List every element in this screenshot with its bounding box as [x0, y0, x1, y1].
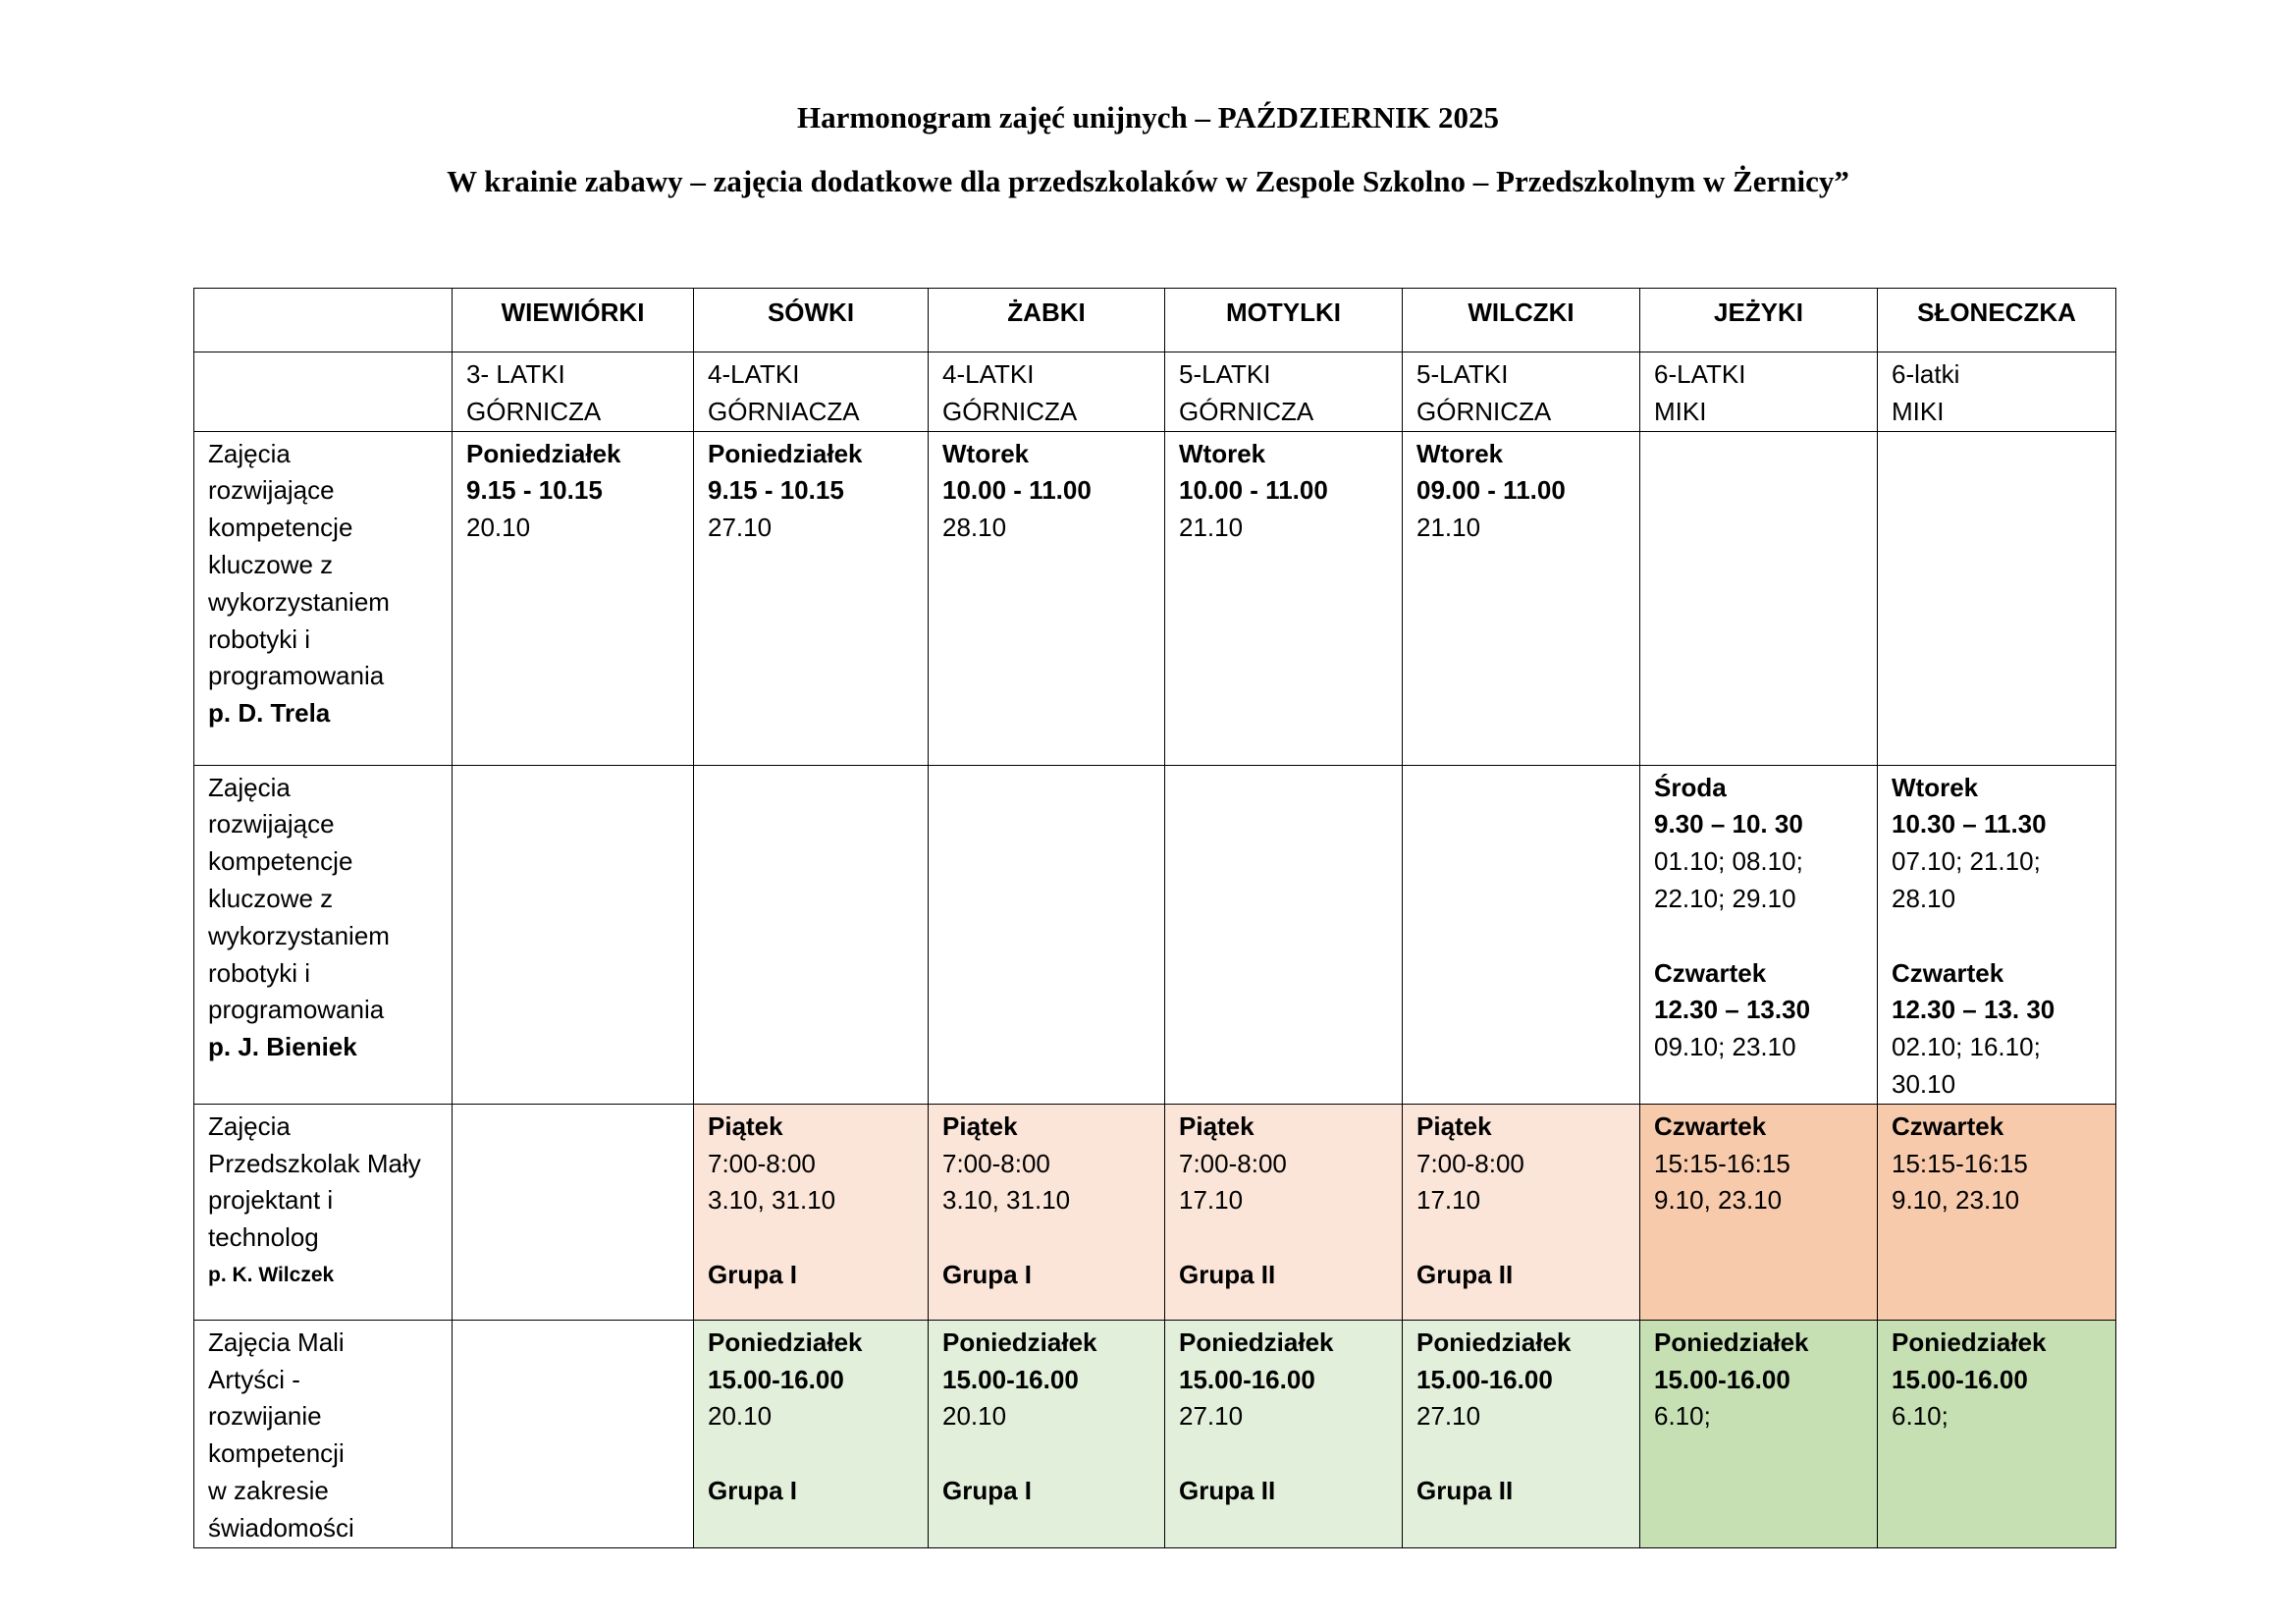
slot-motylki-empty — [1165, 765, 1403, 1104]
place-label: MIKI — [1654, 396, 1707, 426]
slot-time: 15:15-16:15 — [1654, 1148, 1790, 1178]
activity-label-cell — [194, 1320, 453, 1547]
slot-group: Grupa II — [1416, 1259, 1514, 1289]
activity-label-cell — [194, 1104, 453, 1320]
slot-day: Poniedziałek — [1179, 1326, 1334, 1357]
place-label: MIKI — [1892, 396, 1945, 426]
slot-wiewiorki-empty — [453, 1104, 694, 1320]
activity-label-line: programowania — [208, 661, 385, 691]
spacer — [1416, 1219, 1626, 1257]
slot-time: 7:00-8:00 — [1416, 1148, 1524, 1178]
slot-dates: 22.10; 29.10 — [1654, 883, 1796, 913]
slot-time: 15.00-16.00 — [942, 1364, 1079, 1394]
slot-wiewiorki-empty — [453, 765, 694, 1104]
age-label: 6-LATKI — [1654, 359, 1746, 389]
slot-dates: 3.10, 31.10 — [942, 1185, 1071, 1216]
slot-dates: 09.10; 23.10 — [1654, 1032, 1796, 1062]
slot-time: 10.30 – 11.30 — [1892, 809, 2047, 839]
slot-day: Wtorek — [1179, 438, 1266, 468]
slot-zabki — [929, 1104, 1165, 1320]
slot-dates: 30.10 — [1892, 1068, 1956, 1099]
activity-label-line: świadomości — [208, 1512, 354, 1543]
slot-day: Poniedziałek — [942, 1326, 1097, 1357]
slot-time: 15.00-16.00 — [1179, 1364, 1315, 1394]
activity-label-line: w zakresie — [208, 1475, 329, 1505]
slot-time: 09.00 - 11.00 — [1416, 475, 1566, 506]
document-subtitle: W krainie zabawy – zajęcia dodatkowe dla przedszkolaków w Zespole Szkolno – Przedszkolnym w Żernicy” — [447, 164, 1849, 198]
slot-jezyki — [1640, 1320, 1878, 1547]
activity-row-bieniek — [194, 765, 2116, 1104]
activity-label-line: kompetencje — [208, 513, 353, 543]
spacer — [1892, 918, 2102, 955]
activity-label-line: programowania — [208, 995, 385, 1025]
group-header-zabki: ŻABKI — [929, 289, 1165, 352]
age-cell-motylki — [1165, 352, 1403, 432]
activity-label-line: robotyki i — [208, 957, 311, 988]
age-corner-cell — [194, 352, 453, 432]
slot-time: 12.30 – 13. 30 — [1892, 995, 2056, 1025]
activity-label-line: technolog — [208, 1222, 319, 1253]
slot-wilczki — [1403, 431, 1640, 765]
slot-wilczki — [1403, 1104, 1640, 1320]
activity-label-line: rozwijające — [208, 809, 335, 839]
slot-dates: 21.10 — [1416, 513, 1481, 543]
age-label: 4-LATKI — [942, 359, 1035, 389]
group-header-sloneczka: SŁONECZKA — [1878, 289, 2116, 352]
slot-sloneczka — [1878, 1320, 2116, 1547]
spacer — [708, 1219, 914, 1257]
place-label: GÓRNICZA — [466, 396, 602, 426]
activity-label-line: rozwijające — [208, 475, 335, 506]
age-label: 6-latki — [1892, 359, 1960, 389]
age-cell-sowki — [694, 352, 929, 432]
slot-day: Piątek — [1416, 1110, 1492, 1141]
slot-group: Grupa I — [942, 1259, 1033, 1289]
slot-dates: 28.10 — [942, 513, 1007, 543]
slot-day: Poniedziałek — [1654, 1326, 1809, 1357]
slot-dates: 3.10, 31.10 — [708, 1185, 836, 1216]
slot-dates: 27.10 — [1179, 1401, 1244, 1432]
slot-sowki-empty — [694, 765, 929, 1104]
slot-sowki — [694, 1104, 929, 1320]
schedule-table — [193, 288, 2116, 1548]
age-row — [194, 352, 2116, 432]
slot-day: Wtorek — [1416, 438, 1504, 468]
spacer — [942, 1219, 1150, 1257]
slot-group: Grupa II — [1179, 1475, 1276, 1505]
slot-wilczki — [1403, 1320, 1640, 1547]
age-cell-wiewiorki — [453, 352, 694, 432]
teacher-name: p. D. Trela — [208, 698, 331, 729]
slot-jezyki-empty — [1640, 431, 1878, 765]
slot-time: 9.15 - 10.15 — [708, 475, 844, 506]
slot-zabki-empty — [929, 765, 1165, 1104]
spacer — [942, 1435, 1150, 1473]
slot-sloneczka — [1878, 1104, 2116, 1320]
slot-day: Piątek — [942, 1110, 1018, 1141]
age-cell-zabki — [929, 352, 1165, 432]
slot-time: 15.00-16.00 — [1892, 1364, 2028, 1394]
slot-time: 10.00 - 11.00 — [1179, 475, 1328, 506]
teacher-name: p. K. Wilczek — [208, 1263, 335, 1286]
slot-day: Wtorek — [942, 438, 1030, 468]
slot-day: Wtorek — [1892, 772, 1979, 802]
activity-row-wilczek — [194, 1104, 2116, 1320]
slot-day: Środa — [1654, 772, 1727, 802]
slot-sowki — [694, 1320, 929, 1547]
spacer — [1654, 918, 1863, 955]
group-header-jezyki: JEŻYKI — [1640, 289, 1878, 352]
activity-label-cell — [194, 431, 453, 765]
slot-sloneczka-empty — [1878, 431, 2116, 765]
slot-time: 15.00-16.00 — [1654, 1364, 1790, 1394]
slot-day: Czwartek — [1654, 957, 1767, 988]
age-cell-wilczki — [1403, 352, 1640, 432]
slot-group: Grupa I — [708, 1475, 798, 1505]
slot-group: Grupa I — [942, 1475, 1033, 1505]
slot-time: 9.15 - 10.15 — [466, 475, 603, 506]
slot-zabki — [929, 431, 1165, 765]
place-label: GÓRNICZA — [942, 396, 1078, 426]
slot-day: Czwartek — [1892, 957, 2004, 988]
activity-label-line: rozwijanie — [208, 1401, 322, 1432]
slot-wiewiorki — [453, 431, 694, 765]
corner-cell — [194, 289, 453, 352]
slot-dates: 6.10; — [1654, 1401, 1711, 1432]
group-header-wilczki: WILCZKI — [1403, 289, 1640, 352]
slot-day: Czwartek — [1892, 1110, 2004, 1141]
activity-label-line: kluczowe z — [208, 549, 334, 579]
activity-row-artysci — [194, 1320, 2116, 1547]
slot-dates: 9.10, 23.10 — [1654, 1185, 1783, 1216]
group-header-sowki: SÓWKI — [694, 289, 929, 352]
slot-zabki — [929, 1320, 1165, 1547]
slot-sowki — [694, 431, 929, 765]
slot-time: 15:15-16:15 — [1892, 1148, 2028, 1178]
activity-label-line: Zajęcia — [208, 438, 291, 468]
slot-dates: 02.10; 16.10; — [1892, 1032, 2041, 1062]
activity-label-line: Artyści - — [208, 1364, 300, 1394]
age-label: 3- LATKI — [466, 359, 565, 389]
slot-time: 15.00-16.00 — [1416, 1364, 1553, 1394]
slot-dates: 17.10 — [1416, 1185, 1481, 1216]
slot-jezyki — [1640, 1104, 1878, 1320]
slot-day: Poniedziałek — [466, 438, 621, 468]
age-label: 5-LATKI — [1179, 359, 1271, 389]
activity-label-line: kompetencje — [208, 846, 353, 877]
activity-label-line: wykorzystaniem — [208, 920, 390, 950]
slot-group: Grupa II — [1416, 1475, 1514, 1505]
spacer — [1416, 1435, 1626, 1473]
slot-time: 7:00-8:00 — [708, 1148, 816, 1178]
slot-dates: 20.10 — [466, 513, 531, 543]
slot-day: Piątek — [1179, 1110, 1255, 1141]
slot-motylki — [1165, 1104, 1403, 1320]
slot-wiewiorki-empty — [453, 1320, 694, 1547]
slot-time: 7:00-8:00 — [942, 1148, 1050, 1178]
activity-label-cell — [194, 765, 453, 1104]
activity-label-line: Przedszkolak Mały — [208, 1148, 421, 1178]
place-label: GÓRNICZA — [1179, 396, 1314, 426]
activity-label-line: Zajęcia Mali — [208, 1326, 345, 1357]
slot-time: 10.00 - 11.00 — [942, 475, 1092, 506]
slot-dates: 27.10 — [1416, 1401, 1481, 1432]
slot-time: 15.00-16.00 — [708, 1364, 844, 1394]
activity-label-line: wykorzystaniem — [208, 586, 390, 617]
slot-day: Poniedziałek — [708, 1326, 863, 1357]
slot-dates: 28.10 — [1892, 883, 1956, 913]
slot-wilczki-empty — [1403, 765, 1640, 1104]
slot-day: Poniedziałek — [1416, 1326, 1572, 1357]
activity-label-line: robotyki i — [208, 623, 311, 654]
age-label: 5-LATKI — [1416, 359, 1509, 389]
activity-label-line: kompetencji — [208, 1438, 345, 1469]
activity-label-line: projektant i — [208, 1185, 334, 1216]
activity-label-line: Zajęcia — [208, 1110, 291, 1141]
group-header-wiewiorki: WIEWIÓRKI — [453, 289, 694, 352]
slot-time: 12.30 – 13.30 — [1654, 995, 1811, 1025]
slot-time: 9.30 – 10. 30 — [1654, 809, 1803, 839]
teacher-name: p. J. Bieniek — [208, 1032, 357, 1062]
slot-motylki — [1165, 431, 1403, 765]
activity-label-line: Zajęcia — [208, 772, 291, 802]
slot-dates: 17.10 — [1179, 1185, 1244, 1216]
slot-group: Grupa I — [708, 1259, 798, 1289]
activity-label-line: kluczowe z — [208, 883, 334, 913]
slot-dates: 20.10 — [708, 1401, 773, 1432]
place-label: GÓRNIACZA — [708, 396, 860, 426]
age-label: 4-LATKI — [708, 359, 800, 389]
slot-group: Grupa II — [1179, 1259, 1276, 1289]
slot-jezyki — [1640, 765, 1878, 1104]
slot-dates: 21.10 — [1179, 513, 1244, 543]
spacer — [1179, 1219, 1388, 1257]
spacer — [1179, 1435, 1388, 1473]
slot-dates: 9.10, 23.10 — [1892, 1185, 2020, 1216]
slot-day: Poniedziałek — [1892, 1326, 2047, 1357]
slot-dates: 27.10 — [708, 513, 773, 543]
slot-dates: 20.10 — [942, 1401, 1007, 1432]
spacer — [708, 1435, 914, 1473]
age-cell-sloneczka — [1878, 352, 2116, 432]
slot-dates: 01.10; 08.10; — [1654, 846, 1803, 877]
place-label: GÓRNICZA — [1416, 396, 1552, 426]
group-header-motylki: MOTYLKI — [1165, 289, 1403, 352]
slot-day: Czwartek — [1654, 1110, 1767, 1141]
slot-motylki — [1165, 1320, 1403, 1547]
slot-day: Piątek — [708, 1110, 783, 1141]
slot-day: Poniedziałek — [708, 438, 863, 468]
slot-dates: 07.10; 21.10; — [1892, 846, 2041, 877]
slot-sloneczka — [1878, 765, 2116, 1104]
header-row — [194, 289, 2116, 352]
slot-dates: 6.10; — [1892, 1401, 1949, 1432]
document-title: Harmonogram zajęć unijnych – PAŹDZIERNIK 2025 — [797, 100, 1499, 135]
slot-time: 7:00-8:00 — [1179, 1148, 1287, 1178]
activity-row-trela — [194, 431, 2116, 765]
age-cell-jezyki — [1640, 352, 1878, 432]
